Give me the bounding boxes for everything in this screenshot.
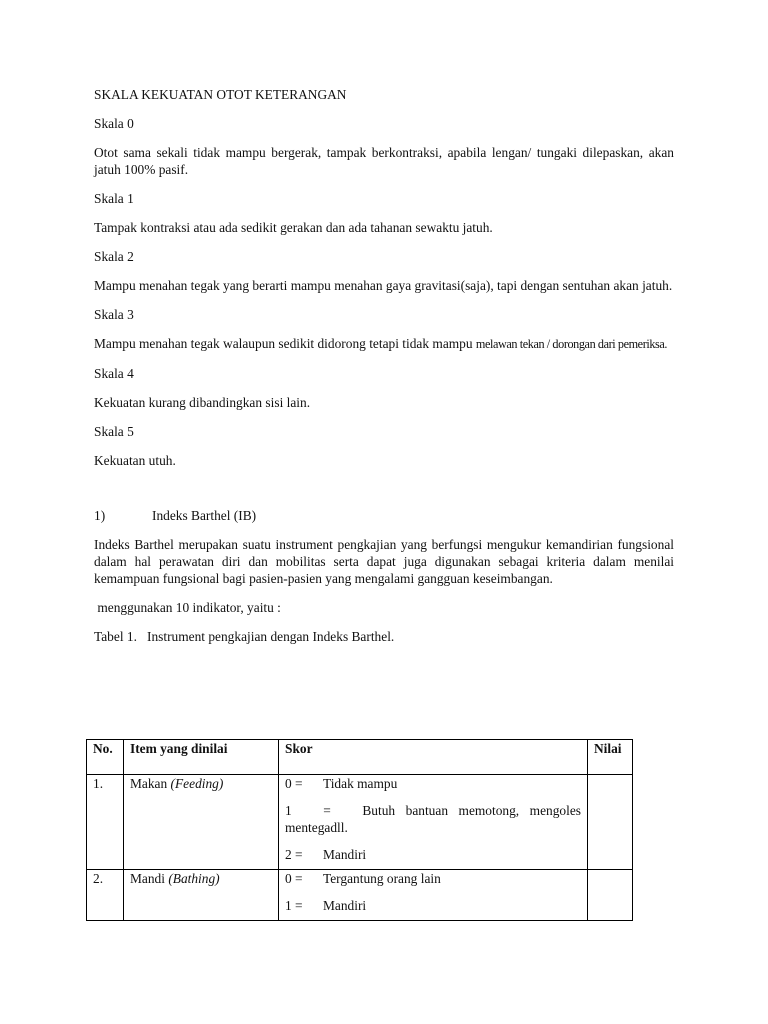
- header-item: Item yang dinilai: [124, 740, 279, 775]
- row-item-english: (Feeding): [170, 776, 224, 791]
- score-key: 1 =: [285, 898, 303, 913]
- scale-3-text-condensed: melawan tekan / dorongan dari pemeriksa.: [475, 337, 668, 351]
- scale-4-label: Skala 4: [94, 366, 134, 381]
- score-line: [285, 897, 581, 914]
- score-value: Tergantung orang lain: [323, 871, 441, 886]
- score-line: [285, 846, 581, 863]
- scale-3-text: [94, 335, 674, 353]
- scale-3-label: Skala 3: [94, 307, 134, 322]
- section-number: 1): [94, 508, 106, 523]
- scale-1-label: Skala 1: [94, 191, 134, 206]
- row-item: [124, 775, 279, 870]
- row-item-english: (Bathing): [168, 871, 220, 886]
- score-value: Tidak mampu: [323, 776, 398, 791]
- scale-5-text: Kekuatan utuh.: [94, 453, 176, 468]
- score-key: 0 =: [285, 776, 303, 791]
- score-line: [285, 870, 581, 887]
- row-item-label: Mandi: [130, 871, 169, 886]
- barthel-description: Indeks Barthel merupakan suatu instrument pengkajian yang berfungsi mengukur kemandirian fungsional dalam hal perawatan diri dan mobilitas serta dapat juga digunakan sebagai kriteria dalam menilai kemampuan fungsional bagi pasien-pasien yang mengalami gangguan keseimbangan.: [94, 537, 674, 586]
- header-nilai: Nilai: [588, 740, 633, 775]
- scale-3-text-main: Mampu menahan tegak walaupun sedikit didorong tetapi tidak mampu: [94, 336, 476, 351]
- score-line: [285, 775, 581, 792]
- row-nilai: [588, 775, 633, 870]
- scale-2-text: Mampu menahan tegak yang berarti mampu menahan gaya gravitasi(saja), tapi dengan sentuhan akan jatuh.: [94, 278, 673, 293]
- score-key: 2 =: [285, 847, 303, 862]
- scale-2-label: Skala 2: [94, 249, 134, 264]
- row-skor: [279, 775, 588, 870]
- row-nilai: [588, 870, 633, 921]
- row-no: 1.: [87, 775, 124, 870]
- header-skor: Skor: [279, 740, 588, 775]
- barthel-table: [86, 739, 633, 921]
- scale-0-text: Otot sama sekali tidak mampu bergerak, tampak berkontraksi, apabila lengan/ tungaki dilepaskan, akan jatuh 100% pasif.: [94, 145, 674, 177]
- scale-5-label: Skala 5: [94, 424, 134, 439]
- table-row: [87, 775, 633, 870]
- scale-0-label: Skala 0: [94, 116, 134, 131]
- row-skor: [279, 870, 588, 921]
- indicators-text: menggunakan 10 indikator, yaitu :: [94, 600, 281, 615]
- scale-4-text: Kekuatan kurang dibandingkan sisi lain.: [94, 395, 311, 410]
- section-heading: [94, 507, 674, 524]
- row-no: 2.: [87, 870, 124, 921]
- table-row: [87, 870, 633, 921]
- score-value: Mandiri: [323, 847, 367, 862]
- document-heading: SKALA KEKUATAN OTOT KETERANGAN: [94, 87, 347, 102]
- table-caption: Tabel 1. Instrument pengkajian dengan Indeks Barthel.: [94, 629, 395, 644]
- score-line: 1 = Butuh bantuan memotong, mengoles mentegadll.: [285, 803, 585, 835]
- scale-1-text: Tampak kontraksi atau ada sedikit gerakan dan ada tahanan sewaktu jatuh.: [94, 220, 493, 235]
- section-title: Indeks Barthel (IB): [152, 508, 257, 523]
- row-item-label: Makan: [130, 776, 171, 791]
- header-no: No.: [87, 740, 124, 775]
- score-value: Mandiri: [323, 898, 367, 913]
- row-item: [124, 870, 279, 921]
- score-key: 0 =: [285, 871, 303, 886]
- document-page: [94, 86, 674, 645]
- table-header-row: [87, 740, 633, 775]
